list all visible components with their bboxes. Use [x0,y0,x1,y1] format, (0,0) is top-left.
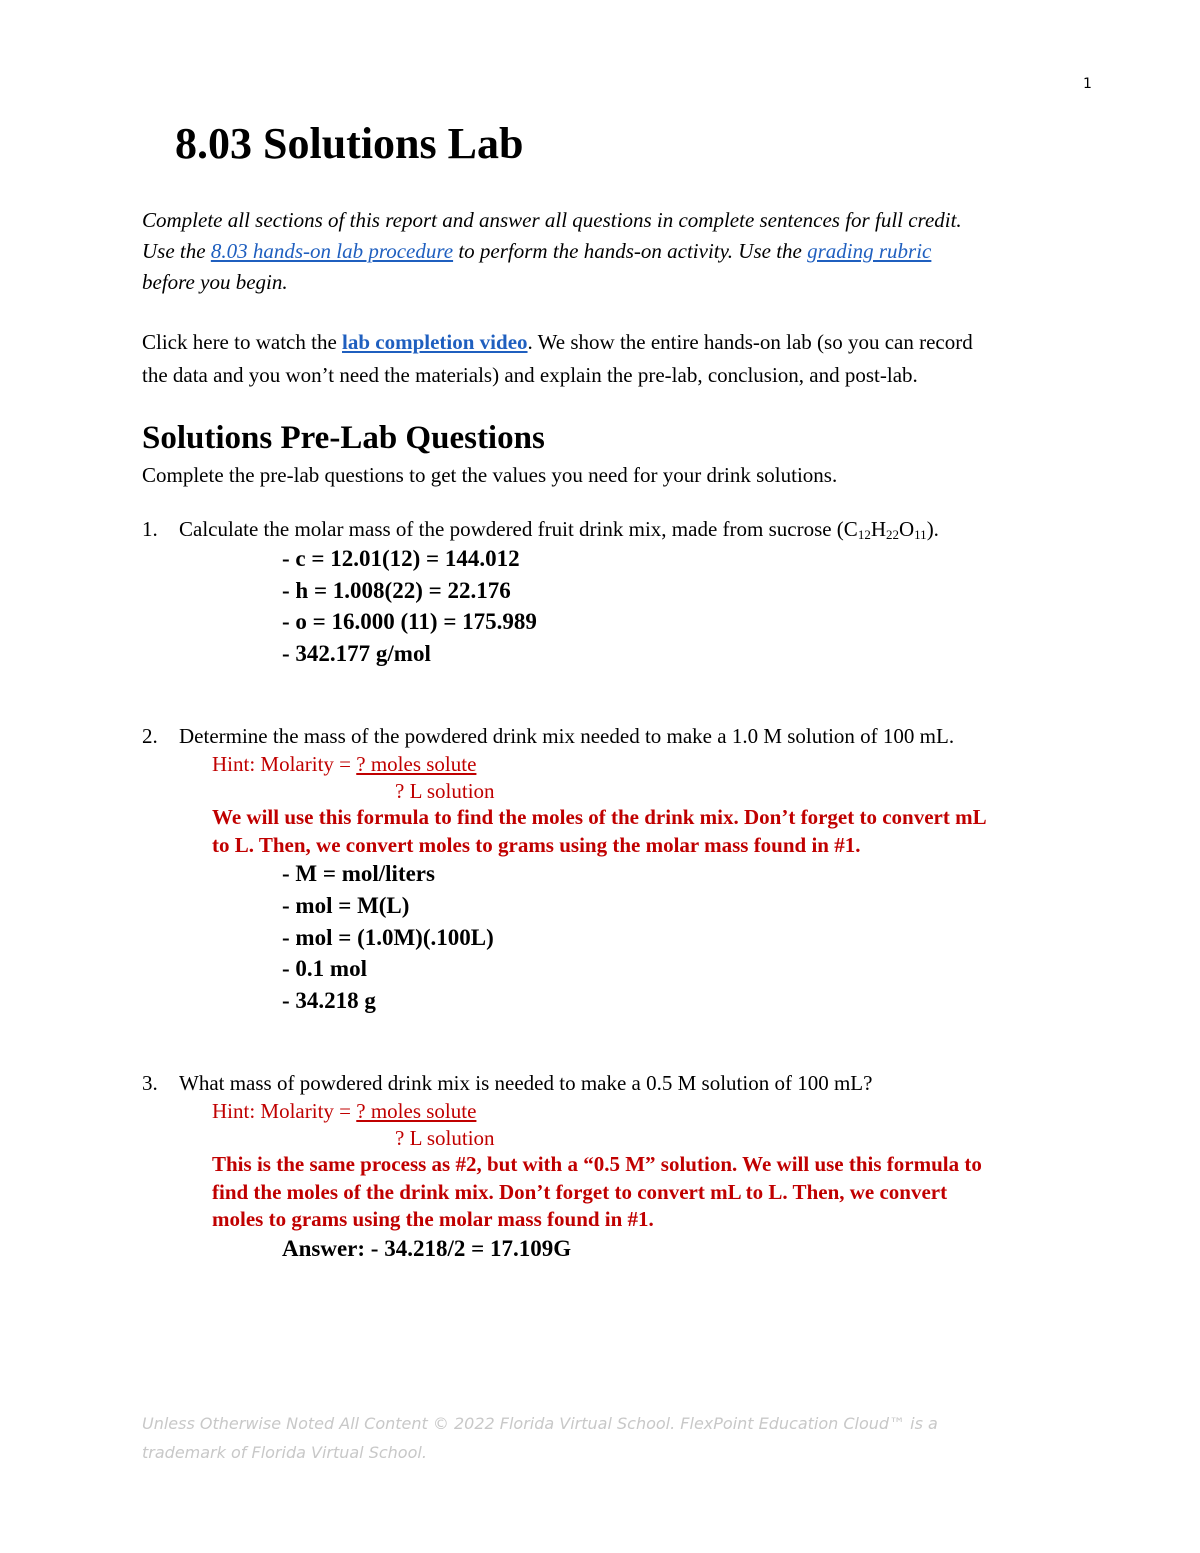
q2-answer-line: - mol = (1.0M)(.100L) [282,925,494,950]
q1-answer-line: - c = 12.01(12) = 144.012 [282,546,520,571]
prelab-heading: Solutions Pre-Lab Questions [142,420,545,456]
q3-hint-label: Hint: Molarity = [212,1099,357,1123]
prelab-subtitle: Complete the pre-lab questions to get the values you need for your drink solutions. [142,463,838,487]
q1-text: Calculate the molar mass of the powdered fruit drink mix, made from sucrose (C [179,517,858,541]
procedure-link[interactable]: 8.03 hands-on lab procedure [210,239,454,263]
q2-answer-line: - 0.1 mol [282,956,367,981]
q3-answer: Answer: - 34.218/2 = 17.109G [282,1236,572,1261]
footer-line-2: trademark of Florida Virtual School. [142,1443,427,1462]
intro-text: Use the [142,239,211,263]
question-1-number: 1. [142,517,158,541]
q1-answer-line: - h = 1.008(22) = 22.176 [282,578,511,603]
video-line-1 [142,330,973,355]
q1-end: ). [926,517,939,541]
lab-completion-video-link[interactable]: lab completion video [342,330,528,354]
video-text: . We show the entire hands-on lab (so you can record [527,330,973,354]
q2-hint-denominator: ? L solution [395,779,495,803]
question-3-text: What mass of powdered drink mix is needed to make a 0.5 M solution of 100 mL? [179,1071,873,1095]
q2-hint-label: Hint: Molarity = [212,752,357,776]
q1-h: H [870,517,886,541]
q1-o: O [898,517,915,541]
intro-text: to perform the hands-on activity. Use the [453,239,808,263]
q2-answer-line: - 34.218 g [282,988,376,1013]
video-text: Click here to watch the [142,330,343,354]
q1-sub-c: 12 [857,527,871,542]
intro-line-3: before you begin. [142,270,288,294]
video-line-2: the data and you won’t need the materials) and explain the pre-lab, conclusion, and post-lab. [142,363,918,387]
q2-answer-line: - M = mol/liters [282,861,435,886]
grading-rubric-link[interactable]: grading rubric [807,239,932,263]
q3-explanation-line-1: This is the same process as #2, but with a “0.5 M” solution. We will use this formula to [212,1152,982,1176]
q1-answer-line: - 342.177 g/mol [282,641,431,666]
q3-explanation-line-3: moles to grams using the molar mass found in #1. [212,1207,654,1231]
question-2-text: Determine the mass of the powdered drink mix needed to make a 1.0 M solution of 100 mL. [179,724,955,748]
footer-line-1: Unless Otherwise Noted All Content © 2022 Florida Virtual School. FlexPoint Education Cloud™ is a [142,1414,938,1433]
q1-sub-o: 11 [914,527,927,542]
q2-answer-line: - mol = M(L) [282,893,410,918]
page-number: 1 [1083,76,1092,92]
q2-hint-numerator: ? moles solute [356,752,477,776]
question-1-text [179,517,939,542]
q3-hint-denominator: ? L solution [395,1126,495,1150]
q2-explanation-line-1: We will use this formula to find the moles of the drink mix. Don’t forget to convert mL [212,805,987,829]
intro-line-2 [142,239,931,264]
q1-sub-h: 22 [885,527,899,542]
page-title: 8.03 Solutions Lab [175,119,524,168]
q3-explanation-line-2: find the moles of the drink mix. Don’t forget to convert mL to L. Then, we convert [212,1180,948,1204]
q3-hint-numerator: ? moles solute [356,1099,477,1123]
question-3-number: 3. [142,1071,158,1095]
q1-answer-line: - o = 16.000 (11) = 175.989 [282,609,537,634]
question-2-number: 2. [142,724,158,748]
q3-hint [212,1099,476,1124]
q2-hint [212,752,476,777]
q2-explanation-line-2: to L. Then, we convert moles to grams using the molar mass found in #1. [212,833,861,857]
intro-line-1: Complete all sections of this report and answer all questions in complete sentences for full credit. [142,208,962,232]
